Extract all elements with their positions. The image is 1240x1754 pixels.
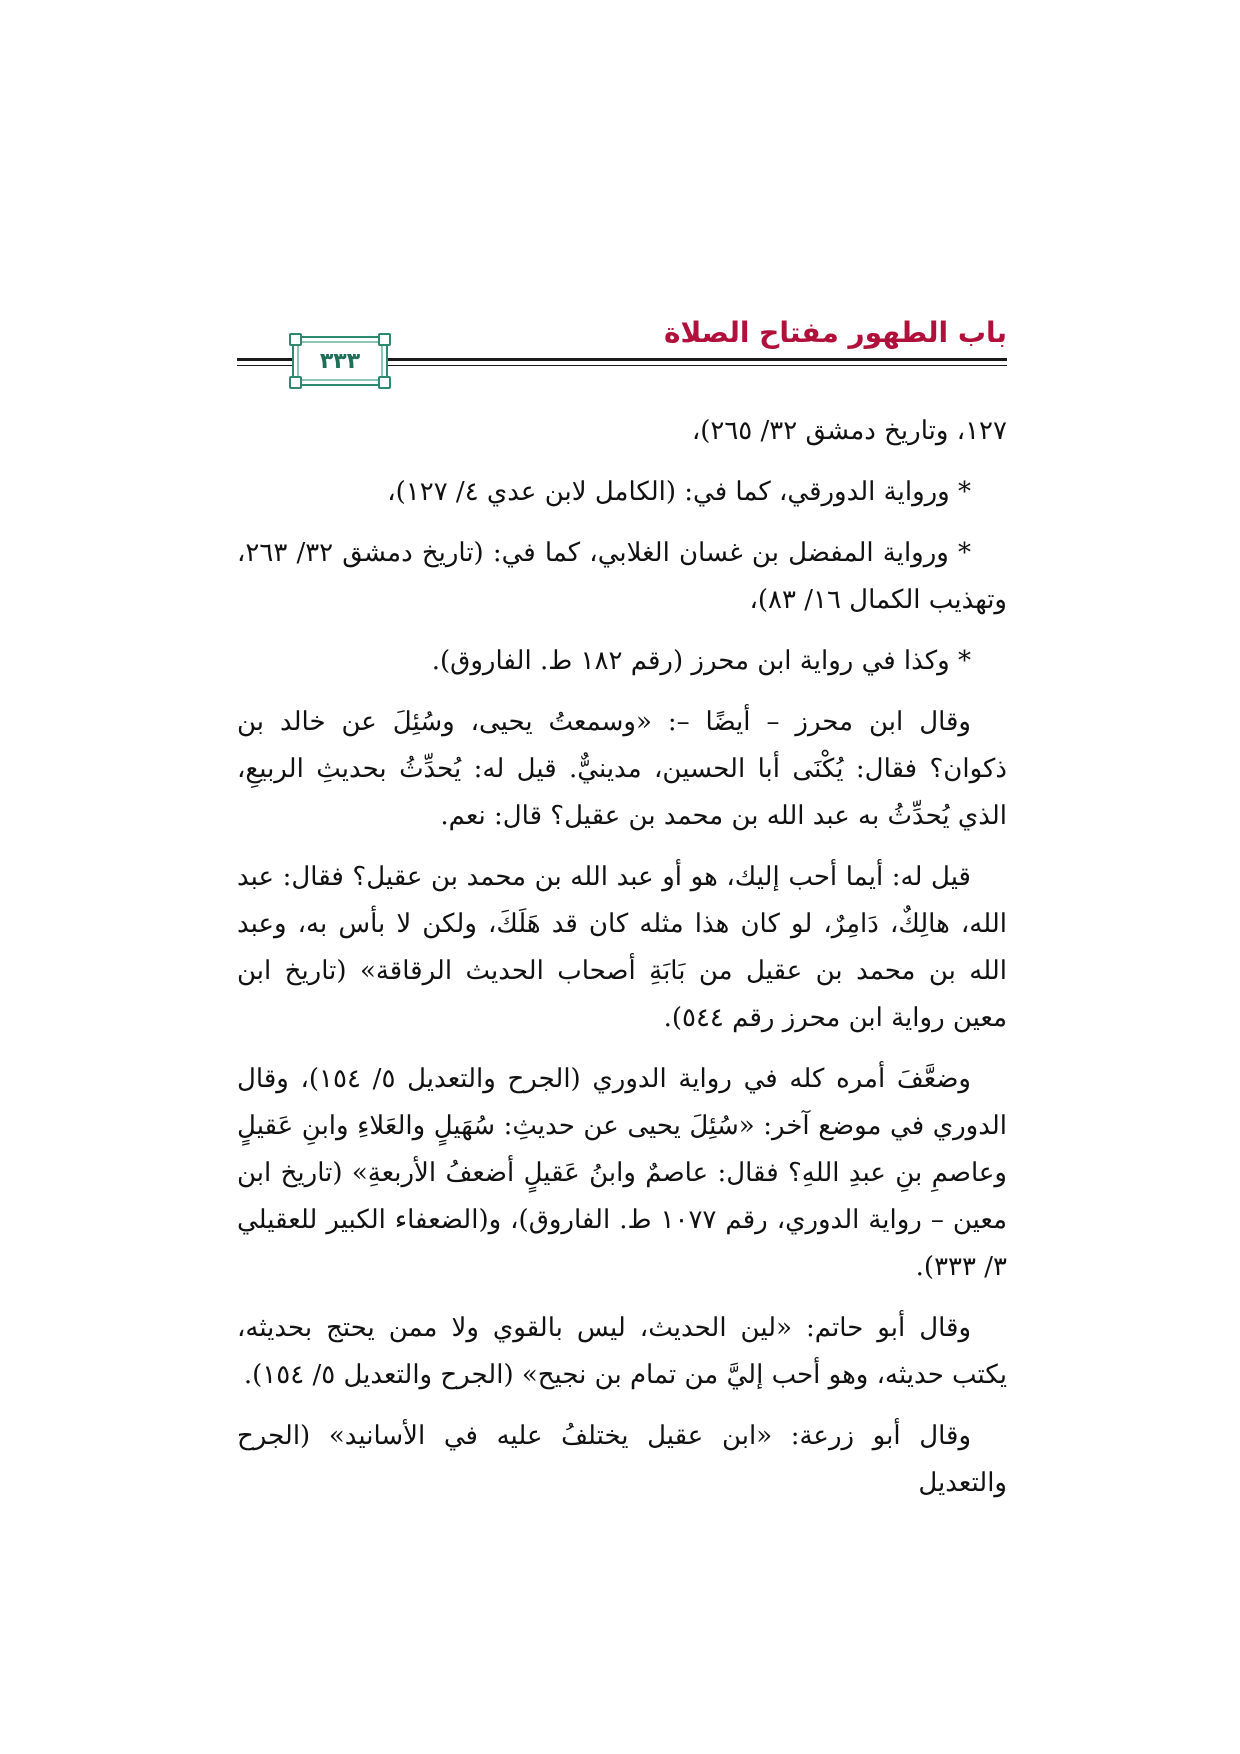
page-number: ٣٣٣ [319, 348, 361, 374]
chapter-title: باب الطهور مفتاح الصلاة [663, 316, 1007, 349]
paragraph-bullet-mufaddal: * ورواية المفضل بن غسان الغلابي، كما في: (تاريخ دمشق ٣٢/ ٢٦٣، وتهذيب الكمال ١٦/ ٨٣)، [237, 538, 1007, 615]
paragraph-abu-hatim: وقال أبو حاتم: «لين الحديث، ليس بالقوي ولا ممن يحتج بحديثه، يكتب حديثه، وهو أحب إليَّ من تمام بن نجيح» (الجرح والتعديل ٥/ ١٥٤). [237, 1313, 1007, 1390]
paragraph-ibn-muhriz: وقال ابن محرز – أيضًا –: «وسمعتُ يحيى، وسُئِلَ عن خالد بن ذكوان؟ فقال: يُكْنَى أبا الحسين، مدينيٌّ. قيل له: يُحدِّثُ بحديثِ الربيعِ، الذي يُحدِّثُ به عبد الله بن محمد بن عقيل؟ قال: نعم. [237, 707, 1007, 831]
page-header [237, 312, 1007, 392]
page-number-frame [292, 336, 388, 386]
paragraph-bullet-muhriz: * وكذا في رواية ابن محرز (رقم ١٨٢ ط. الفاروق). [431, 646, 971, 676]
frame-corner-ornament [289, 333, 302, 346]
paragraph-bullet-dawraqi: * ورواية الدورقي، كما في: (الكامل لابن عدي ٤/ ١٢٧)، [387, 477, 971, 507]
page-body [237, 408, 1007, 1521]
frame-corner-ornament [378, 333, 391, 346]
paragraph-question: قيل له: أيما أحب إليك، هو أو عبد الله بن محمد بن عقيل؟ فقال: عبد الله، هالِكٌ، دَامِرٌ، لو كان هذا مثله كان قد هَلَكَ، ولكن لا بأس به، وعبد الله بن محمد بن عقيل من بَابَةِ أصحاب الحديث الرقاقة» (تاريخ ابن معين رواية ابن محرز رقم ٥٤٤). [237, 862, 1007, 1033]
frame-corner-ornament [289, 376, 302, 389]
paragraph-duri: وضعَّفَ أمره كله في رواية الدوري (الجرح والتعديل ٥/ ١٥٤)، وقال الدوري في موضع آخر: «سُئِلَ يحيى عن حديثِ: سُهَيلٍ والعَلاءِ وابنِ عَقيلٍ وعاصمِ بنِ عبدِ اللهِ؟ فقال: عاصمٌ وابنُ عَقيلٍ أضعفُ الأربعةِ» (تاريخ ابن معين – رواية الدوري، رقم ١٠٧٧ ط. الفاروق)، و(الضعفاء الكبير للعقيلي ٣/ ٣٣٣). [237, 1064, 1007, 1282]
frame-corner-ornament [378, 376, 391, 389]
paragraph-abu-zura: وقال أبو زرعة: «ابن عقيل يختلفُ عليه في الأسانيد» (الجرح والتعديل [237, 1421, 1007, 1498]
paragraph-continuation: ١٢٧، وتاريخ دمشق ٣٢/ ٢٦٥)، [691, 416, 1007, 446]
